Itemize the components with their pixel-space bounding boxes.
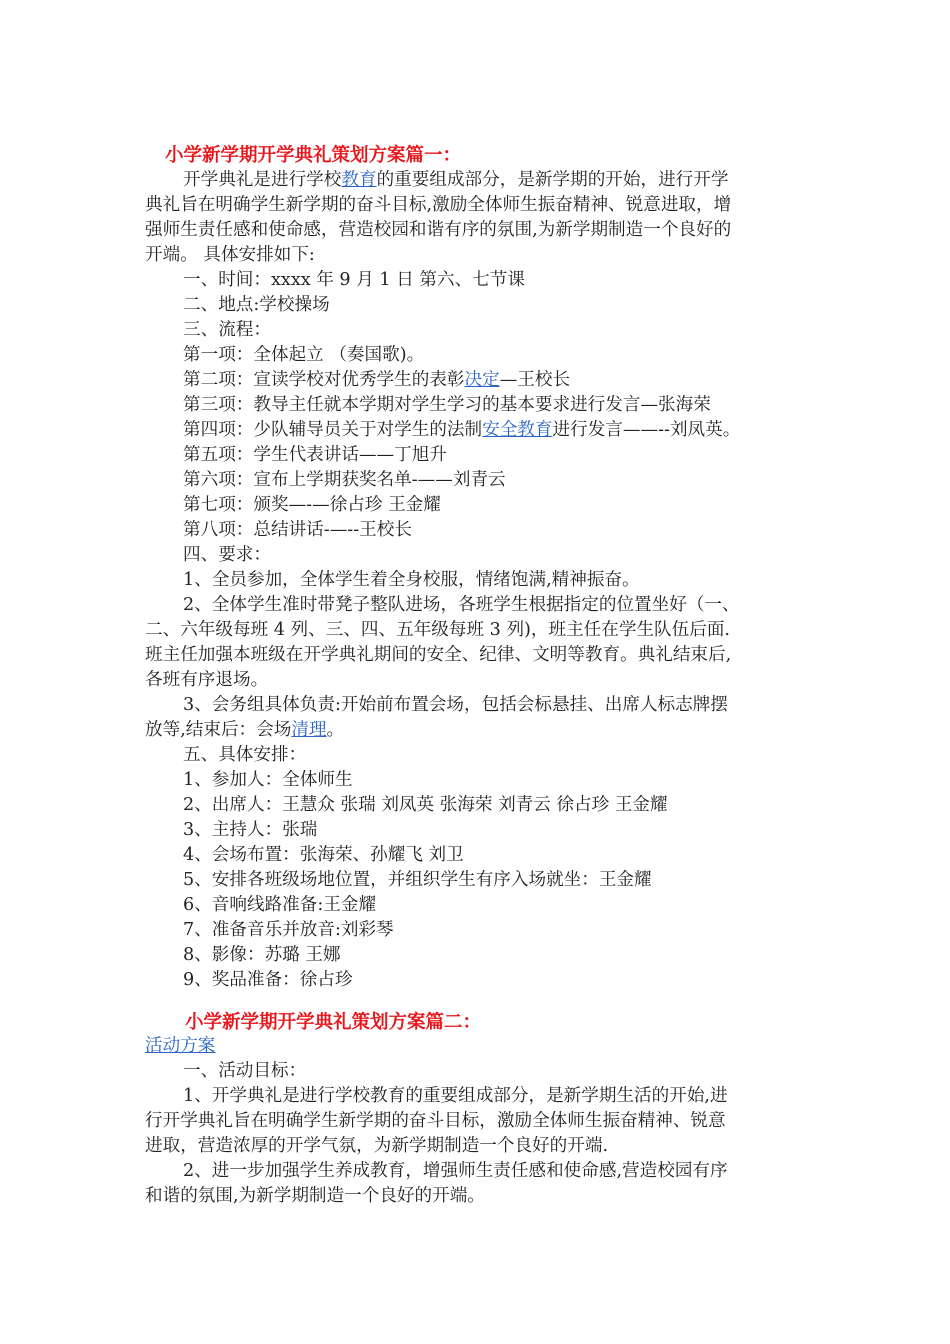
link-decision[interactable]: 决定 xyxy=(464,370,500,390)
link-activity-plan[interactable]: 活动方案 xyxy=(145,1036,216,1056)
intro-line-1 xyxy=(183,168,728,193)
requirement-3-line-2 xyxy=(145,718,344,743)
arrangement-5: 5、安排各班级场地位置，并组织学生有序入场就坐：王金耀 xyxy=(183,870,652,890)
intro-line-2: 典礼旨在明确学生新学期的奋斗目标,激励全体师生振奋精神、锐意进取，增 xyxy=(145,195,732,215)
goal-2-line-1: 2、进一步加强学生养成教育，增强师生责任感和使命感,营造校园有序 xyxy=(183,1161,728,1181)
requirement-2-line-1: 2、全体学生准时带凳子整队进场，各班学生根据指定的位置坐好（一、 xyxy=(183,595,740,615)
arrangement-3: 3、主持人：张瑞 xyxy=(183,820,318,840)
flow-text: 第四项：少队辅导员关于对学生的法制 xyxy=(183,420,483,440)
flow-text: 进行发言——--刘凤英。 xyxy=(552,420,741,440)
flow-text: —王校长 xyxy=(499,370,571,390)
flow-item-2 xyxy=(183,368,570,393)
flow-item-1: 第一项：全体起立 （奏国歌)。 xyxy=(183,345,425,365)
flow-item-4 xyxy=(183,418,740,443)
requirement-text: 放等,结束后：会场 xyxy=(145,720,292,740)
intro-line-3: 强师生责任感和使命感，营造校园和谐有序的氛围,为新学期制造一个良好的 xyxy=(145,220,732,240)
time-line: 一、时间：xxxx 年 9 月 1 日 第六、七节课 xyxy=(183,270,525,290)
flow-item-8: 第八项：总结讲话-—--王校长 xyxy=(183,520,412,540)
requirements-heading: 四、要求： xyxy=(183,545,271,565)
arrangement-6: 6、音响线路准备:王金耀 xyxy=(183,895,377,915)
goal-1-line-1: 1、开学典礼是进行学校教育的重要组成部分，是新学期生活的开始,进 xyxy=(183,1086,728,1106)
arrangement-2: 2、出席人：王慧众 张瑞 刘凤英 张海荣 刘青云 徐占珍 王金耀 xyxy=(183,795,668,815)
flow-item-6: 第六项：宣布上学期获奖名单-——刘青云 xyxy=(183,470,506,490)
arrangement-heading: 五、具体安排： xyxy=(183,745,307,765)
intro-text: 的重要组成部分，是新学期的开始，进行开学 xyxy=(376,170,729,190)
arrangement-4: 4、会场布置：张海荣、孙耀飞 刘卫 xyxy=(183,845,464,865)
requirement-2-line-2: 二、六年级每班 4 列、三、四、五年级每班 3 列)，班主任在学生队伍后面. xyxy=(145,620,731,640)
goal-1-line-2: 行开学典礼旨在明确学生新学期的奋斗目标，激励全体师生振奋精神、锐意 xyxy=(145,1111,726,1131)
requirement-1: 1、全员参加，全体学生着全身校服，情绪饱满,精神振奋。 xyxy=(183,570,640,590)
requirement-2-line-4: 各班有序退场。 xyxy=(145,670,269,690)
arrangement-8: 8、影像：苏璐 王娜 xyxy=(183,945,341,965)
section-2-title: 小学新学期开学典礼策划方案篇二： xyxy=(185,1012,482,1033)
place-line: 二、地点:学校操场 xyxy=(183,295,330,315)
flow-text: 第二项：宣读学校对优秀学生的表彰 xyxy=(183,370,465,390)
requirement-text: 。 xyxy=(326,720,345,740)
link-education[interactable]: 教育 xyxy=(341,170,377,190)
flow-item-7: 第七项：颁奖—-—徐占珍 王金耀 xyxy=(183,495,441,515)
section-1-title: 小学新学期开学典礼策划方案篇一： xyxy=(165,145,462,166)
arrangement-1: 1、参加人：全体师生 xyxy=(183,770,353,790)
link-safety-education[interactable]: 安全教育 xyxy=(482,420,553,440)
arrangement-9: 9、奖品准备：徐占珍 xyxy=(183,970,353,990)
requirement-3-line-1: 3、会务组具体负责:开始前布置会场，包括会标悬挂、出席人标志牌摆 xyxy=(183,695,728,715)
arrangement-7: 7、准备音乐并放音:刘彩琴 xyxy=(183,920,394,940)
goal-1-line-3: 进取，营造浓厚的开学气氛，为新学期制造一个良好的开端. xyxy=(145,1136,609,1156)
link-cleanup[interactable]: 清理 xyxy=(291,720,327,740)
flow-heading: 三、流程： xyxy=(183,320,271,340)
intro-text: 开学典礼是进行学校 xyxy=(183,170,342,190)
requirement-2-line-3: 班主任加强本班级在开学典礼期间的安全、纪律、文明等教育。典礼结束后, xyxy=(145,645,732,665)
goal-2-line-2: 和谐的氛围,为新学期制造一个良好的开端。 xyxy=(145,1186,485,1206)
flow-item-5: 第五项：学生代表讲话——丁旭升 xyxy=(183,445,447,465)
intro-line-4: 开端。 具体安排如下: xyxy=(145,245,315,265)
goal-heading: 一、活动目标： xyxy=(183,1061,307,1081)
flow-item-3: 第三项：教导主任就本学期对学生学习的基本要求进行发言—张海荣 xyxy=(183,395,711,415)
